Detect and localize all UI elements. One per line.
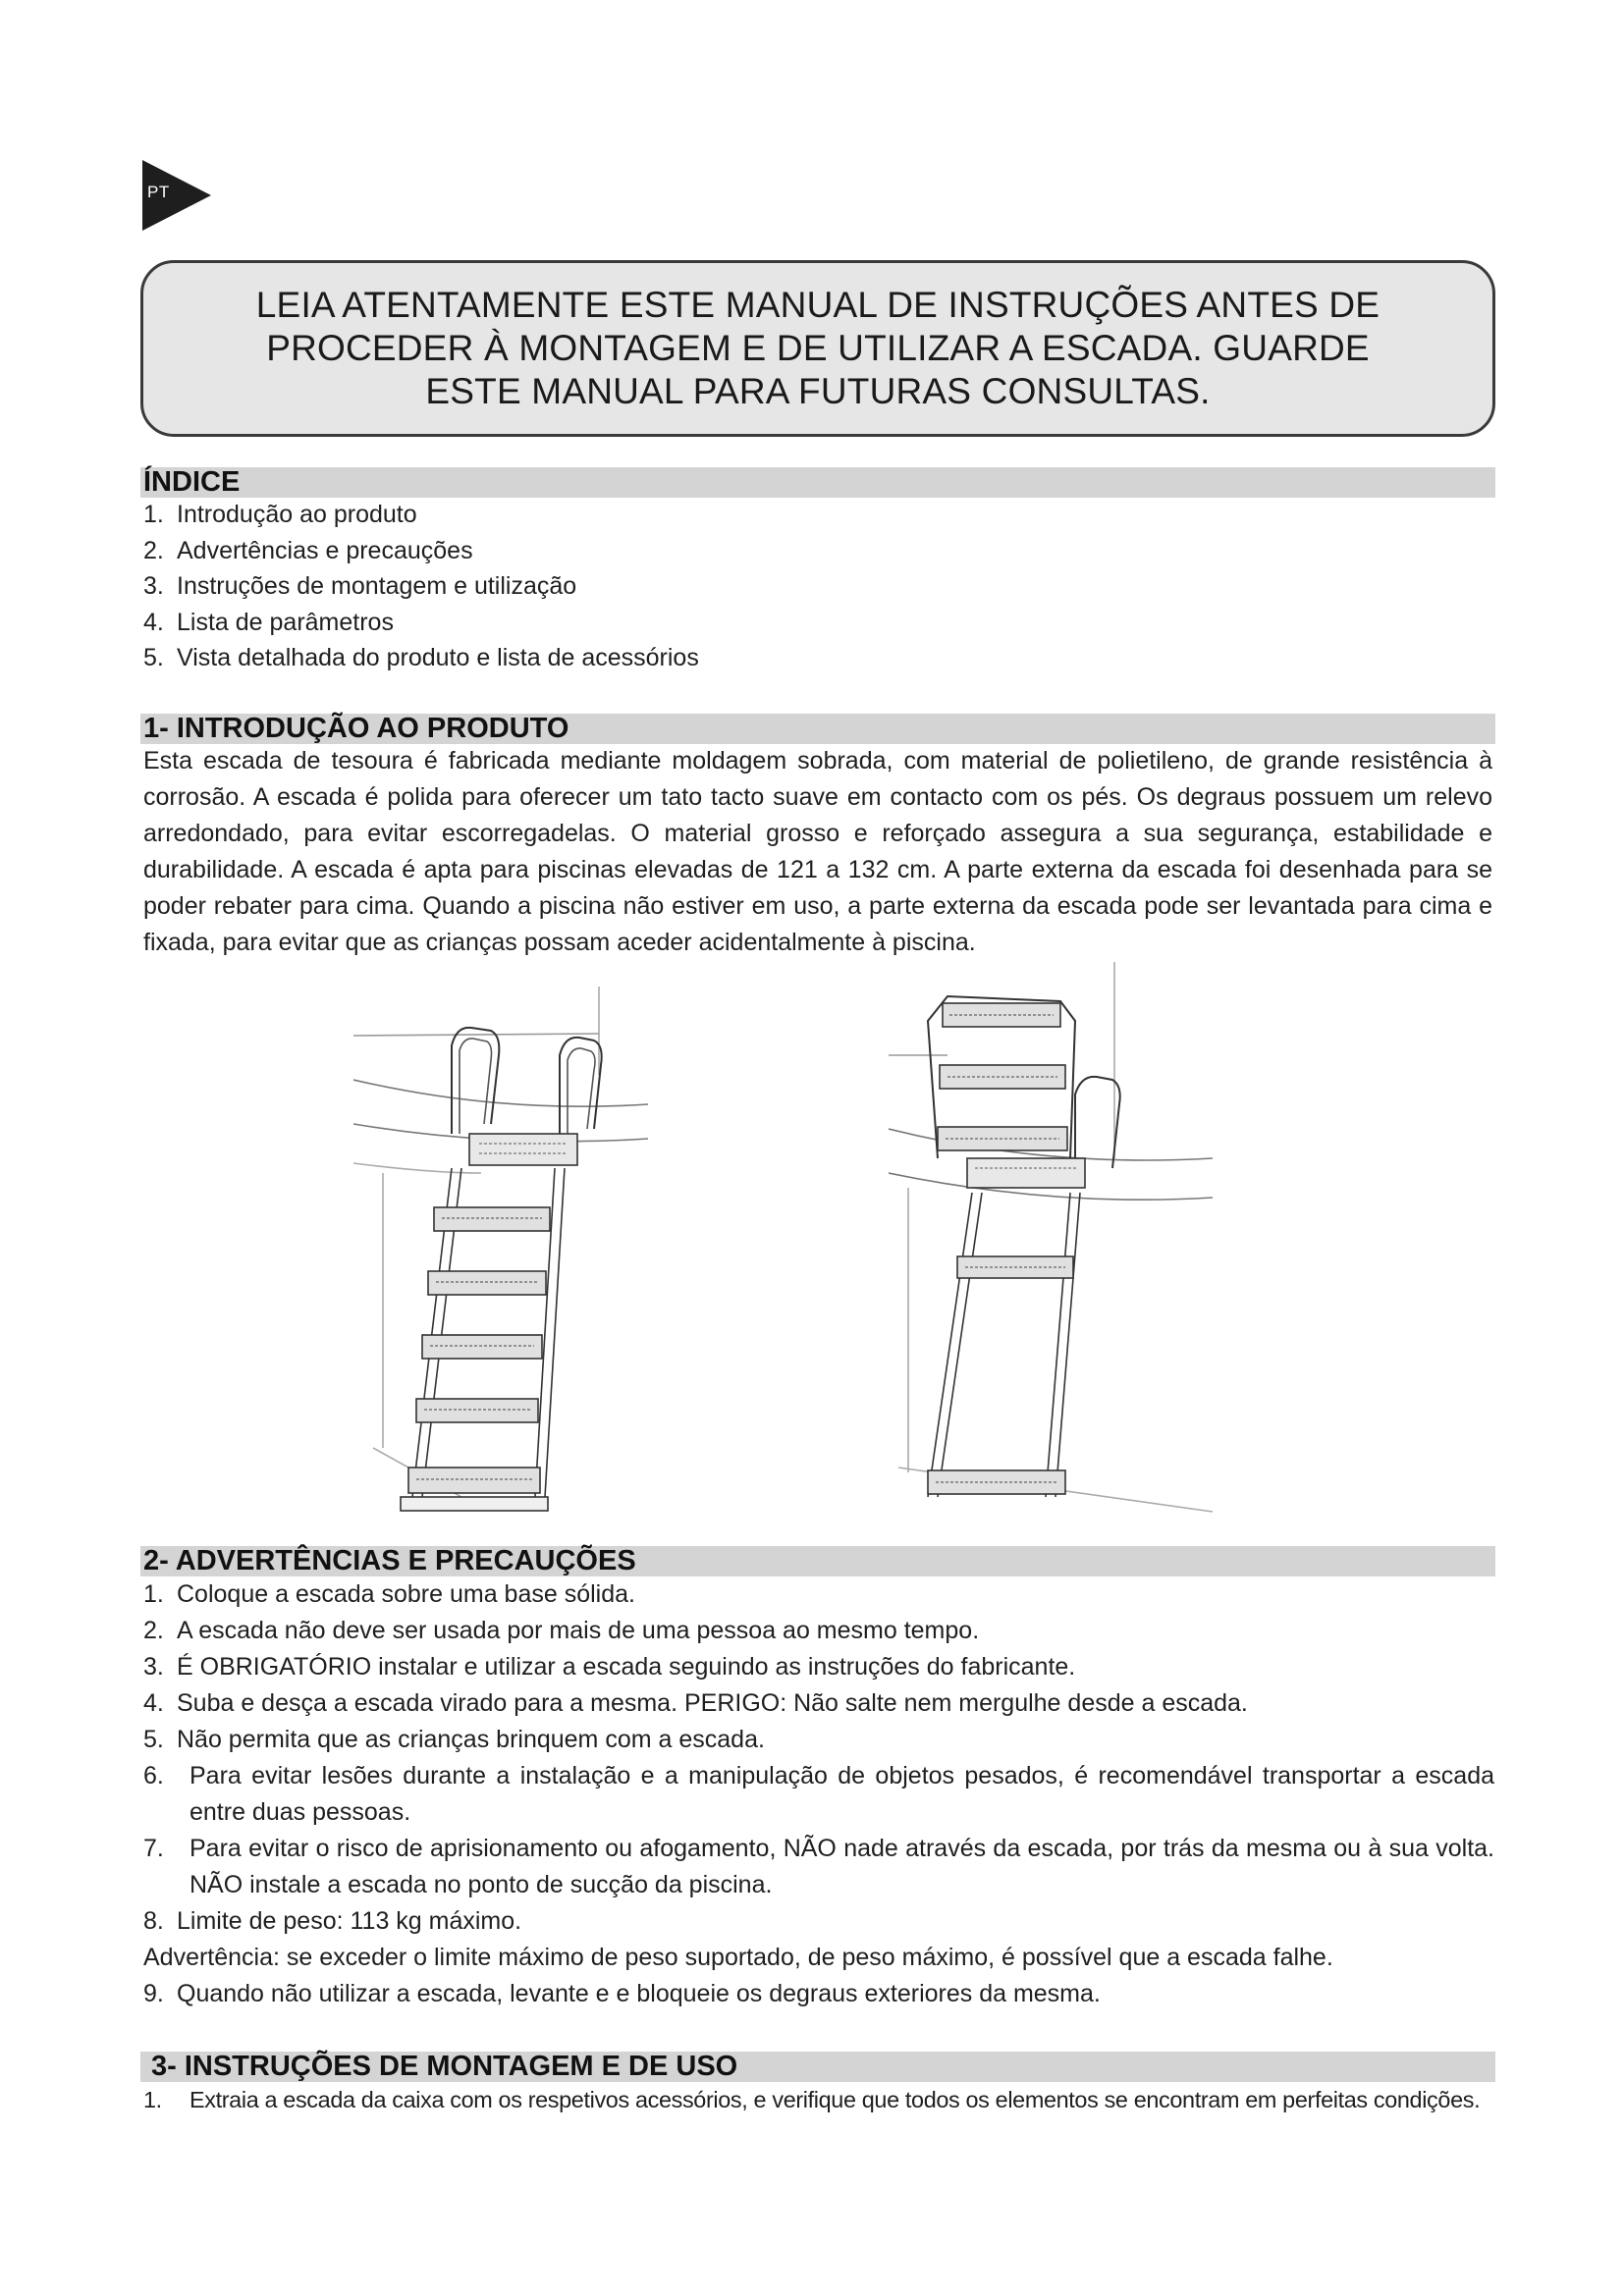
index-list bbox=[143, 497, 699, 676]
warning-item: 9. Quando não utilizar a escada, levante e e bloqueie os degraus exteriores da mesma. bbox=[143, 1980, 1101, 2007]
warning-item: 6. Para evitar lesões durante a instalação e a manipulação de objetos pesados, é recomendável transportar a escada entre duas pessoas. bbox=[143, 1762, 1494, 1826]
warning-item: 3. É OBRIGATÓRIO instalar e utilizar a escada seguindo as instruções do fabricante. bbox=[143, 1653, 1076, 1681]
assembly-title: 3- INSTRUÇÕES DE MONTAGEM E DE USO bbox=[151, 2051, 738, 2082]
warning-notice-box bbox=[140, 260, 1495, 437]
warnings-header bbox=[140, 1546, 1495, 1576]
warning-item: 1. Coloque a escada sobre uma base sólida. bbox=[143, 1580, 635, 1608]
intro-title: 1- INTRODUÇÃO AO PRODUTO bbox=[143, 713, 569, 744]
warning-item: 7. Para evitar o risco de aprisionamento ou afogamento, NÃO nade através da escada, por trás da mesma ou à sua volta. NÃO instale a escada no ponto de sucção da piscina. bbox=[143, 1835, 1494, 1898]
warnings-title: 2- ADVERTÊNCIAS E PRECAUÇÕES bbox=[143, 1545, 636, 1576]
index-item: 1. Introdução ao produto bbox=[143, 501, 417, 528]
assembly-header bbox=[140, 2052, 1495, 2082]
warning-item: 2. A escada não deve ser usada por mais de uma pessoa ao mesmo tempo. bbox=[143, 1617, 980, 1644]
assembly-list bbox=[143, 2083, 1494, 2116]
index-item: 4. Lista de parâmetros bbox=[143, 608, 394, 636]
warnings-list bbox=[143, 1576, 1494, 2012]
index-title: ÍNDICE bbox=[143, 466, 241, 498]
warning-note: Advertência: se exceder o limite máximo de peso suportado, de peso máximo, é possível que a escada falhe. bbox=[143, 1944, 1333, 1971]
index-item: 2. Advertências e precauções bbox=[143, 536, 473, 564]
language-label: PT bbox=[147, 183, 170, 201]
index-item: 3. Instruções de montagem e utilização bbox=[143, 572, 577, 600]
warning-item: 8. Limite de peso: 113 kg máximo. bbox=[143, 1907, 522, 1935]
assembly-step: 1. Extraia a escada da caixa com os respetivos acessórios, e verifique que todos os elementos se encontram em perfeitas condições. bbox=[143, 2087, 1481, 2112]
index-header bbox=[140, 467, 1495, 498]
notice-text: LEIA ATENTAMENTE ESTE MANUAL DE INSTRUÇÕES ANTES DE PROCEDER À MONTAGEM E DE UTILIZAR A ESCADA. GUARDE ESTE MANUAL PARA FUTURAS CONSULTAS. bbox=[255, 285, 1380, 411]
warning-item: 4. Suba e desça a escada virado para a mesma. PERIGO: Não salte nem mergulhe desde a escada. bbox=[143, 1689, 1248, 1717]
intro-paragraph: Esta escada de tesoura é fabricada mediante moldagem sobrada, com material de polietileno, de grande resistência à corrosão. A escada é polida para oferecer um tato tacto suave em contacto com os pés. Os degraus possuem um relevo arredondado, para evitar escorregadelas. O material grosso e reforçado assegura a sua segurança, estabilidade e durabilidade. A escada é apta para piscinas elevadas de 121 a 132 cm. A parte externa da escada foi desenhada para se poder rebater para cima. Quando a piscina não estiver em uso, a parte externa da escada pode ser levantada para cima e fixada, para evitar que as crianças possam aceder acidentalmente à piscina. bbox=[143, 747, 1492, 956]
warning-item: 5. Não permita que as crianças brinquem com a escada. bbox=[143, 1726, 765, 1753]
ladder-raised-illustration bbox=[889, 962, 1222, 1531]
index-item: 5. Vista detalhada do produto e lista de acessórios bbox=[143, 644, 699, 671]
ladder-installed-illustration bbox=[353, 987, 648, 1531]
intro-header bbox=[140, 714, 1495, 744]
